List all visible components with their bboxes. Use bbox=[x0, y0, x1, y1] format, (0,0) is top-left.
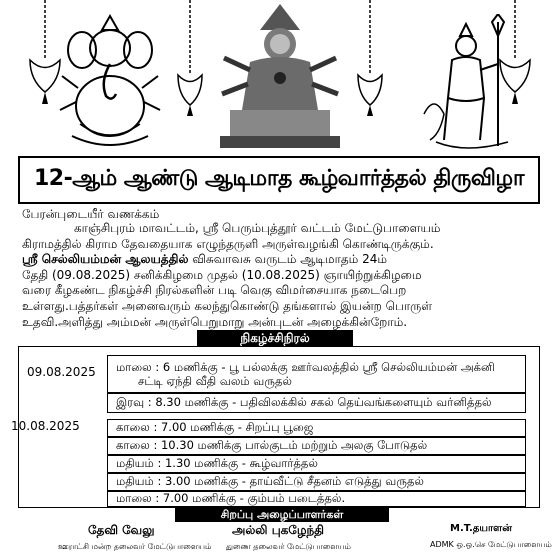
day2-row-3: மதியம் : 1.30 மணிக்கு - கூழ்வார்த்தல் bbox=[107, 455, 526, 473]
day2-row-2: காலை : 10.30 மணிக்கு பால்குடம் மற்றும் அலகு போடுதல் bbox=[107, 437, 526, 455]
salutation: பேரன்புடையீர் வணக்கம் bbox=[22, 207, 160, 221]
intro-line-2: கிராமத்தில் கிராம தேவதையாக எழுந்தருளி அருள்வழங்கி கொண்டிருக்கும். bbox=[22, 236, 434, 251]
intro-paragraph bbox=[22, 221, 542, 330]
day1-date: 09.08.2025 bbox=[27, 365, 96, 379]
day2-row-4: மதியம் : 3.00 மணிக்கு - தாய்வீட்டு சீதனம் எடுத்து வருதல் bbox=[107, 473, 526, 491]
murugan-icon bbox=[420, 14, 520, 156]
intro-line-3-rest: விசுவாவசு வருடம் ஆடிமாதம் 24ம் bbox=[188, 252, 388, 267]
day2-date: 10.08.2025 bbox=[11, 419, 80, 433]
intro-line-6: உள்ளது.பத்தர்கள் அனைவரும் கலந்துகொண்டு தங்களால் இயன்ற பொருள் bbox=[22, 298, 433, 313]
hanging-lamp-mid-left-icon bbox=[170, 0, 210, 120]
amman-goddess-icon bbox=[210, 0, 350, 150]
intro-line-5: வரை கீழகண்ட நிகழ்ச்சி நிரல்களின் படி வெகு விமர்சையாக நடைபெற bbox=[22, 283, 407, 298]
sponsor-middle-name: அல்லி புகழேந்தி bbox=[232, 523, 325, 537]
day1-row-1-line-1: மாலை : 6 மணிக்கு - பூ பல்லக்கு ஊர்வலத்தில் ஸ்ரீ செல்லியம்மன் அக்னி bbox=[116, 360, 495, 374]
sponsor-middle-title: துணை தலைவர் மேட்டுபாளையம் bbox=[226, 542, 351, 551]
sponsors-heading: சிறப்பு அழைப்பாளர்கள் bbox=[175, 508, 389, 522]
sponsor-left-name: தேவி வேலு bbox=[88, 523, 155, 537]
day1-row-1 bbox=[107, 355, 526, 393]
page-title: 12-ஆம் ஆண்டு ஆடிமாத கூழ்வார்த்தல் திருவிழா bbox=[33, 166, 525, 191]
hanging-lamp-mid-right-icon bbox=[350, 0, 390, 120]
day2-row-5: மாலை : 7.00 மணிக்கு - கும்பம் படைத்தல். bbox=[107, 491, 526, 507]
temple-name: ஸ்ரீ செல்லியம்மன் ஆலயத்தில் bbox=[22, 252, 189, 267]
intro-line-1: காஞ்சிபுரம் மாவட்டம், ஸ்ரீ பெரும்புத்தூர் வட்டம் மேட்டுபாளையம் bbox=[74, 221, 441, 235]
program-table bbox=[11, 346, 540, 508]
ganesha-icon bbox=[50, 6, 170, 154]
day1-row-1-line-2: சட்டி ஏந்தி வீதி வலம் வருதல் bbox=[138, 374, 292, 388]
sponsor-right-title: ADMK ஒ.ஒ.செ மேட்டுபாளையம் bbox=[430, 540, 552, 549]
intro-line-7: உதவி.அளித்து அம்மன் அருள்பெறுமாறு அன்புடன் அழைக்கின்றோம். bbox=[22, 314, 408, 329]
day1-row-2: இரவு : 8.30 மணிக்கு - பதிவிலக்கில் சகல் தெய்வங்களையும் வர்னித்தல் bbox=[107, 393, 526, 413]
day2-row-1: காலை : 7.00 மணிக்கு - சிறப்பு பூஜை bbox=[107, 419, 526, 437]
sponsor-left-title: ஊராட்சி மன்ற தலைவர் மேட்டுபாளையம் bbox=[58, 542, 212, 551]
intro-line-4: தேதி (09.08.2025) சனிக்கிழமை முதல் (10.08.2025) ஞாயிற்றுக்கிழமை bbox=[22, 267, 422, 282]
sponsor-right-name: M.T.தயாளன் bbox=[450, 523, 512, 534]
title-box bbox=[18, 156, 540, 204]
program-heading: நிகழ்ச்சிநிரல் bbox=[197, 330, 353, 347]
intro-line-3 bbox=[22, 252, 542, 268]
